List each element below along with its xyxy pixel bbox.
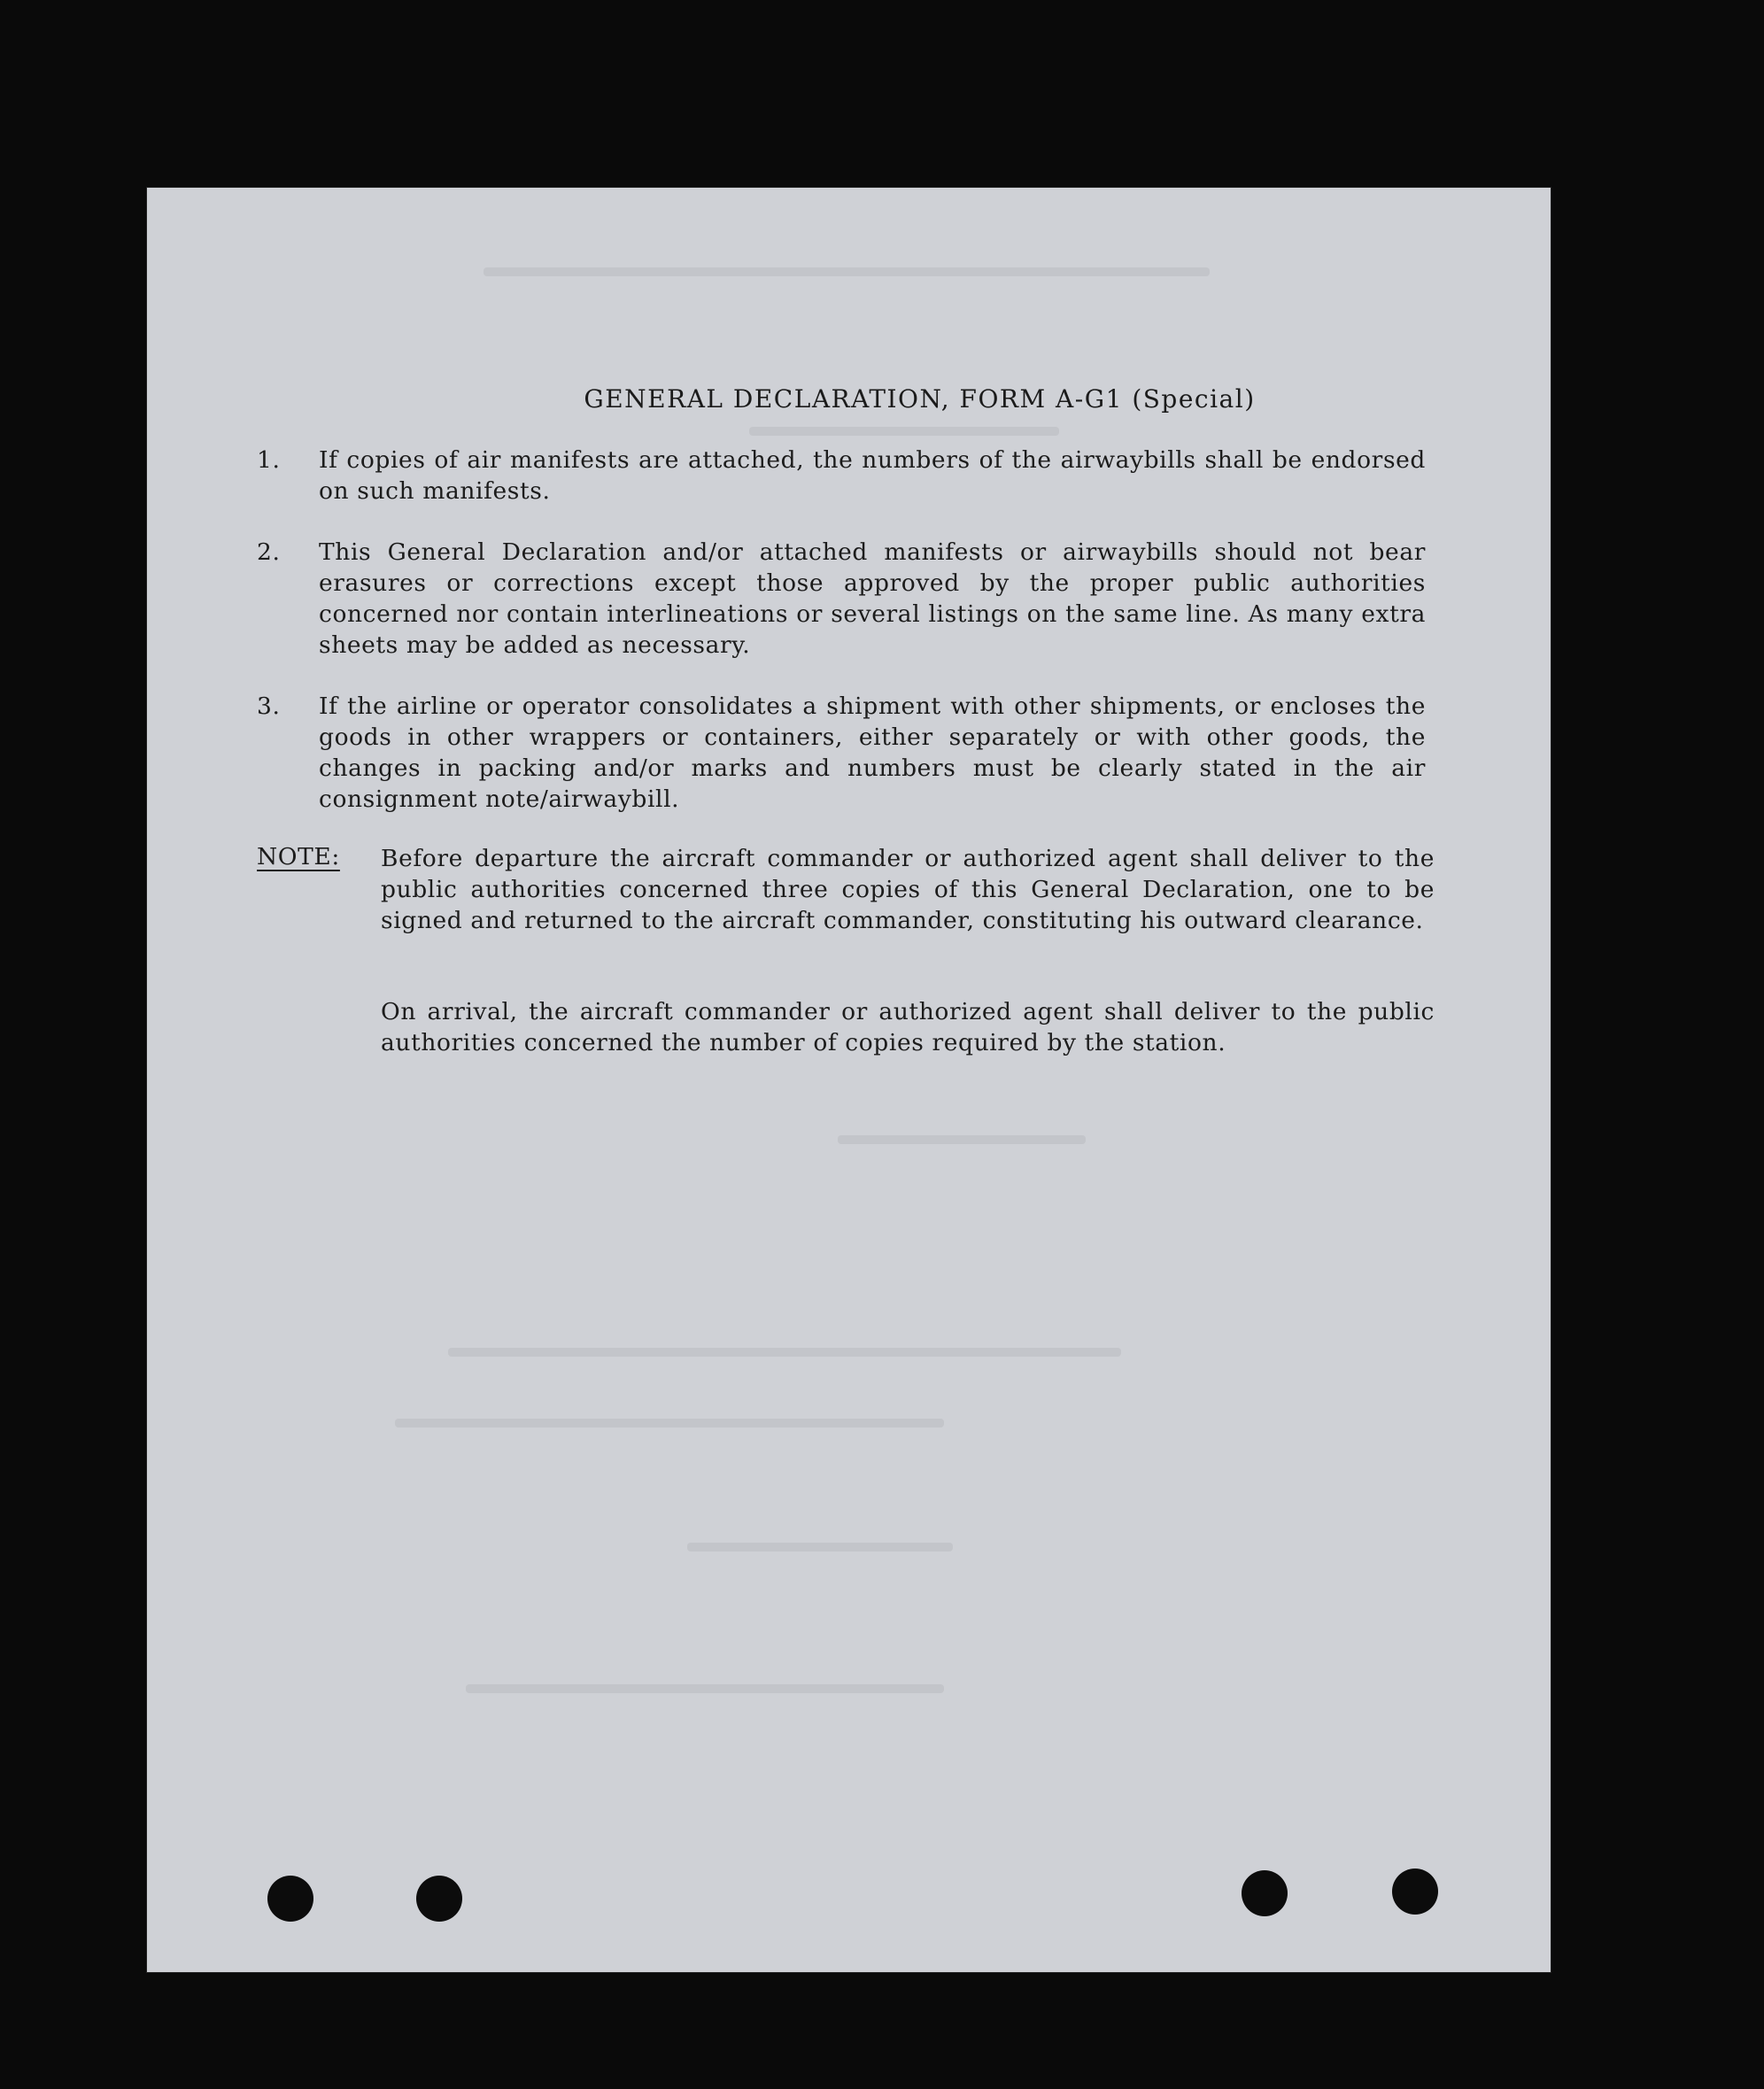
form-title: GENERAL DECLARATION, FORM A-G1 (Special) (584, 384, 1256, 414)
item-number: 3. (257, 692, 281, 720)
item-text: If the airline or operator consolidates a shipment with other shipments, or encloses the goods in other wrappers or containers, either separately or with other goods, the changes in packing and/or marks and numbers must be clearly stated in the air consignment note/airwaybill. (319, 692, 1426, 813)
punch-hole (1392, 1868, 1438, 1915)
instruction-item-3 (257, 691, 1426, 824)
instruction-item-1 (257, 445, 1426, 515)
item-number: 2. (257, 538, 281, 566)
instruction-item-2 (257, 537, 1426, 669)
item-text: If copies of air manifests are attached, the numbers of the airwaybills shall be endorsed on such manifests. (319, 446, 1426, 505)
punch-hole (1242, 1870, 1288, 1916)
note-paragraph-1: Before departure the aircraft commander or authorized agent shall deliver to the public authorities concerned three copies of this General Declaration, one to be signed and returned to the aircraft commander, constituting his outward clearance. (381, 845, 1435, 934)
item-text: This General Declaration and/or attached manifests or airwaybills should not bear erasures or corrections except those approved by the proper public authorities concerned nor contain interlineations or several listings on the same line. As many extra sheets may be added as necessary. (319, 538, 1426, 659)
document-page (147, 188, 1551, 1972)
punch-hole (416, 1876, 462, 1922)
note-label: NOTE: (257, 843, 340, 870)
item-number: 1. (257, 446, 281, 474)
punch-hole (267, 1876, 313, 1922)
note-paragraph-2: On arrival, the aircraft commander or authorized agent shall deliver to the public authorities concerned the number of copies required by the station. (381, 998, 1435, 1056)
